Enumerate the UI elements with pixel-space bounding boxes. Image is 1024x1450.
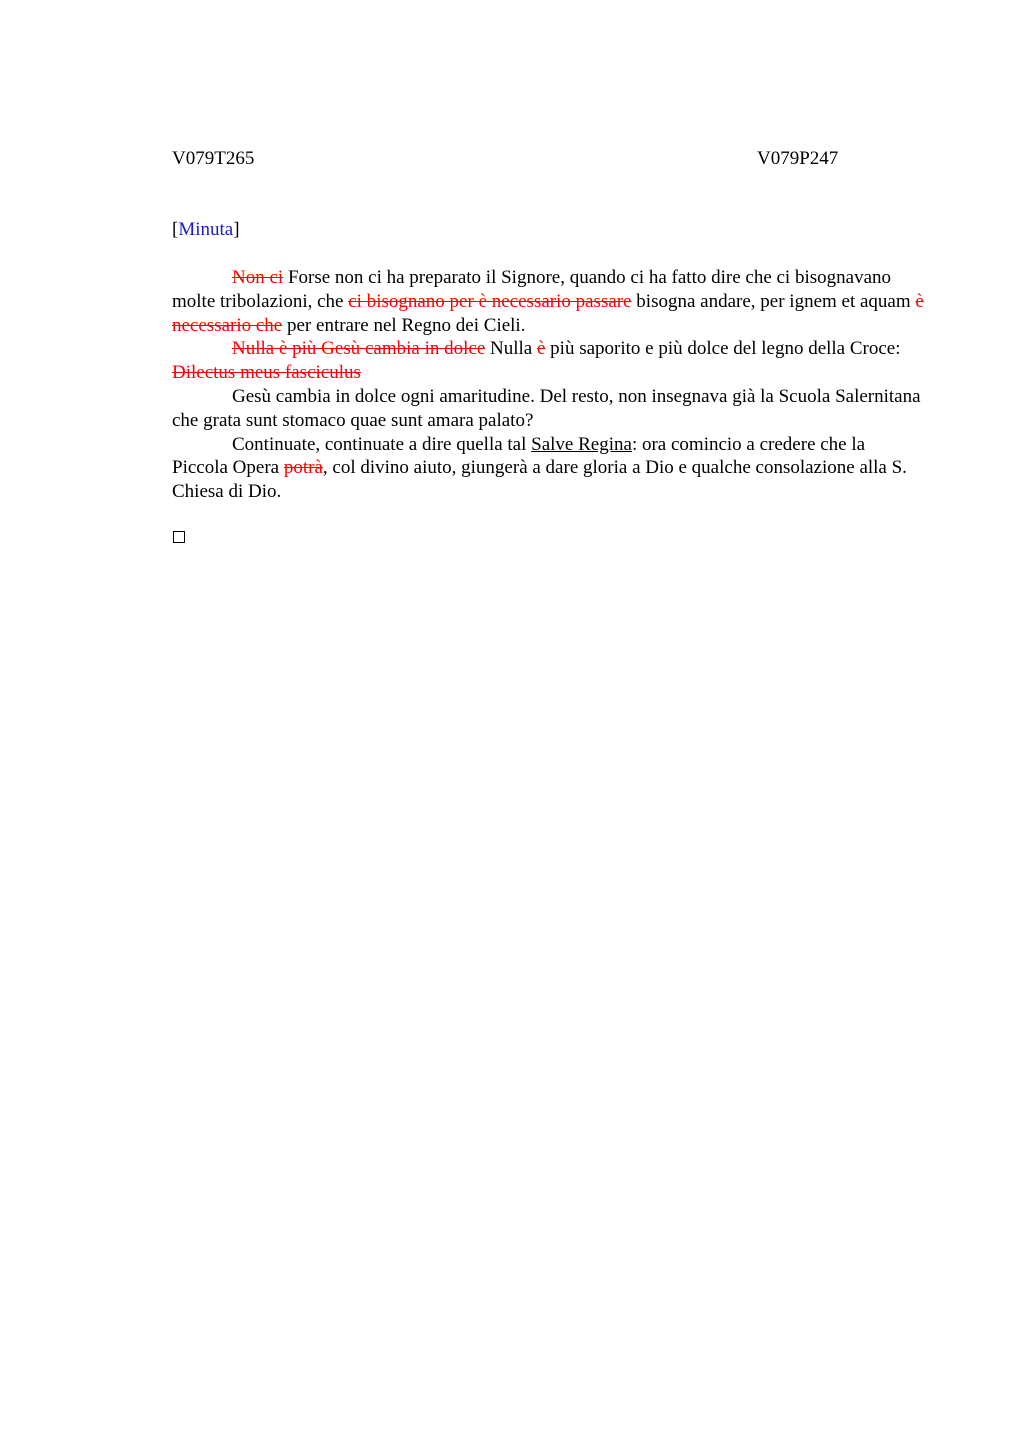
body-text-span: Continuate, continuate a dire quella tal [232, 433, 532, 455]
deleted-text: potrà [283, 457, 323, 479]
paragraph-3 [172, 385, 924, 433]
deleted-text: è necessario che [172, 290, 924, 336]
body-text-span: per entrare nel Regno dei Cieli. [282, 314, 526, 336]
paragraph-4 [172, 433, 924, 504]
letter-body [172, 266, 924, 504]
label-close-bracket: ] [233, 219, 240, 240]
end-of-document-square-icon [173, 531, 185, 543]
body-text-span: , col divino aiuto, giungerà a dare gloria a Dio e qualche consolazione alla S. Chiesa di Dio. [172, 457, 907, 503]
body-text-span: Gesù cambia in dolce ogni amaritudine. Del resto, non insegnava già la Scuola Salernitana che grata sunt stomaco quae sunt amara palato? [172, 385, 921, 431]
document-type-label [172, 218, 240, 242]
document-header [172, 147, 852, 171]
body-text-span: Nulla [485, 338, 537, 360]
body-text-span: bisogna andare, per ignem et aquam [631, 290, 916, 312]
body-text-span: Forse non ci ha preparato il Signore, quando ci ha fatto dire che ci bisognavano molte tribolazioni, che [172, 267, 892, 312]
body-text-span: più saporito e più dolce del legno della Croce: [545, 338, 901, 360]
right-reference-code: V079P247 [757, 148, 839, 169]
underlined-title: Salve Regina [531, 433, 632, 455]
paragraph-1 [172, 266, 924, 337]
deleted-text: Nulla è più Gesù cambia in dolce [232, 338, 486, 360]
deleted-text: ci bisognano per è necessario passare [348, 290, 632, 312]
label-open-bracket: [ [172, 219, 179, 240]
left-reference-code: V079T265 [172, 148, 255, 169]
body-text-span: : ora comincio a credere che la Piccola Opera [172, 433, 866, 479]
deleted-text: Dilectus meus fasciculus [172, 362, 361, 384]
label-text: Minuta [178, 219, 234, 240]
paragraph-2 [172, 337, 924, 385]
deleted-text: Non ci [232, 267, 284, 288]
deleted-text: è [536, 338, 546, 360]
